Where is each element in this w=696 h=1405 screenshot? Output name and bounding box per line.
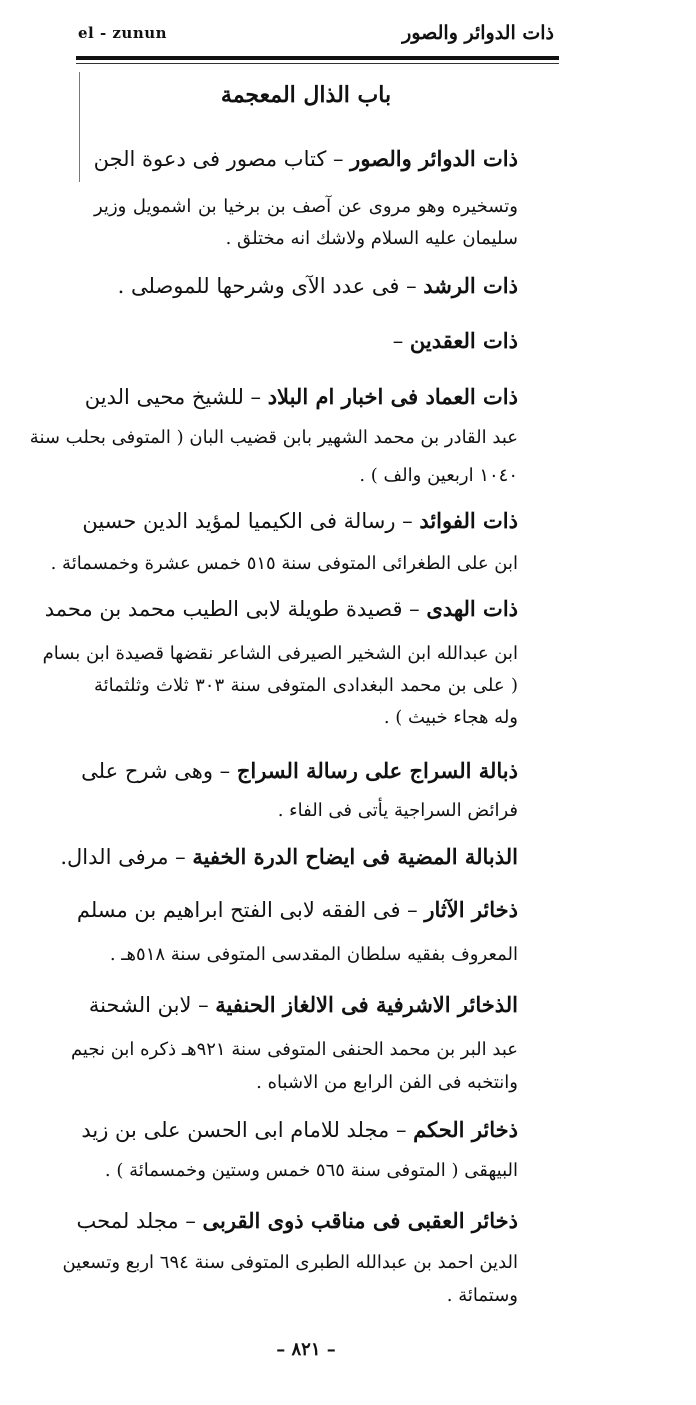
entry-title: ذات الدوائر والصور [350,146,518,171]
entry-line: سليمان عليه السلام ولاشك انه مختلق . [225,228,518,249]
entry-line: وله هجاء خبيث ) . [383,707,518,728]
entry-title: ذبالة السراج على رسالة السراج [236,758,518,783]
entry-title: ذات الرشد [423,273,518,298]
entry-text: – مرفى الدال. [60,845,193,869]
section-title: باب الذال المعجمة [220,82,392,108]
entry-line: ابن عبدالله ابن الشخير الصيرفى الشاعر نقضها قصيدة ابن بسام [42,643,518,664]
entry-line: عبد القادر بن محمد الشهير بابن قضيب البان ( المتوفى بحلب سنة [29,427,518,448]
header-rule-thin [76,63,559,64]
entry-line: البيهقى ( المتوفى سنة ٥٦٥ خمس وستين وخمسمائة ) . [104,1160,518,1181]
entry-head-line [81,756,518,786]
entry-title: ذخائر الحكم [413,1117,518,1142]
entry-text: – للشيخ محيى الدين [84,385,268,409]
entry-title: ذخائر العقبى فى مناقب ذوى القربى [202,1208,518,1233]
entry-line: وستمائة . [446,1285,518,1306]
entry-text: – مجلد لمحب [76,1209,203,1233]
entry-title: الذبالة المضية فى ايضاح الدرة الخفية [192,844,518,869]
entry-line: المعروف بفقيه سلطان المقدسى المتوفى سنة ٥١٨هـ . [109,944,518,965]
entry-text: – قصيدة طويلة لابى الطيب محمد بن محمد [44,597,427,621]
entry-title: ذات العماد فى اخبار ام البلاد [267,384,518,409]
entry-line: فرائض السراجية يأتى فى الفاء . [277,800,518,821]
entry-text: – فى الفقه لابى الفتح ابراهيم بن مسلم [76,898,425,922]
entry-head-line [60,842,518,872]
margin-rule [79,72,80,182]
entry-text: – فى عدد الآى وشرحها للموصلى . [117,274,424,298]
entry-head-line [76,895,518,925]
entry-line: وانتخبه فى الفن الرابع من الاشباه . [256,1072,518,1093]
entry-line: ( على بن محمد البغدادى المتوفى سنة ٣٠٣ ثلاث وثلثمائة [94,675,518,696]
running-head-left: el - zunun [78,24,168,42]
entry-title: ذات الفوائد [419,508,518,533]
header-rule [76,56,559,60]
entry-text: – [392,329,410,353]
entry-title: الذخائر الاشرفية فى الالغاز الحنفية [215,992,518,1017]
entry-text: – وهى شرح على [81,759,237,783]
entry-head-line [94,144,518,174]
running-title: ذات الدوائر والصور [402,22,554,44]
entry-head-line [94,271,518,301]
entry-head-line [88,990,518,1020]
entry-title: ذخائر الآثار [424,897,518,922]
entry-title: ذات العقدين [409,328,518,353]
entry-text: – لابن الشحنة [88,993,216,1017]
entry-head-line [94,326,518,356]
entry-text: – كتاب مصور فى دعوة الجن [93,147,351,171]
entry-line: وتسخيره وهو مروى عن آصف بن برخيا بن اشمويل وزير [94,196,518,217]
entry-title: ذات الهدى [426,596,518,621]
entry-head-line [81,1115,518,1145]
page-number: – ٨٢١ – [276,1339,336,1360]
entry-text: – مجلد للامام ابى الحسن على بن زيد [81,1118,414,1142]
entry-head-line [84,382,518,412]
entry-head-line [76,1206,518,1236]
entry-line: عبد البر بن محمد الحنفى المتوفى سنة ٩٢١هـ ذكره ابن نجيم [70,1039,518,1060]
entry-line: ابن على الطغرائى المتوفى سنة ٥١٥ خمس عشرة وخمسمائة . [50,553,518,574]
entry-head-line [82,506,518,536]
entry-text: – رسالة فى الكيميا لمؤيد الدين حسين [82,509,420,533]
running-head [78,22,554,46]
entry-line: ١٠٤٠ اربعين والف ) . [359,465,518,486]
entry-line: الدين احمد بن عبدالله الطبرى المتوفى سنة ٦٩٤ اربع وتسعين [62,1252,518,1273]
entry-head-line [44,594,518,624]
